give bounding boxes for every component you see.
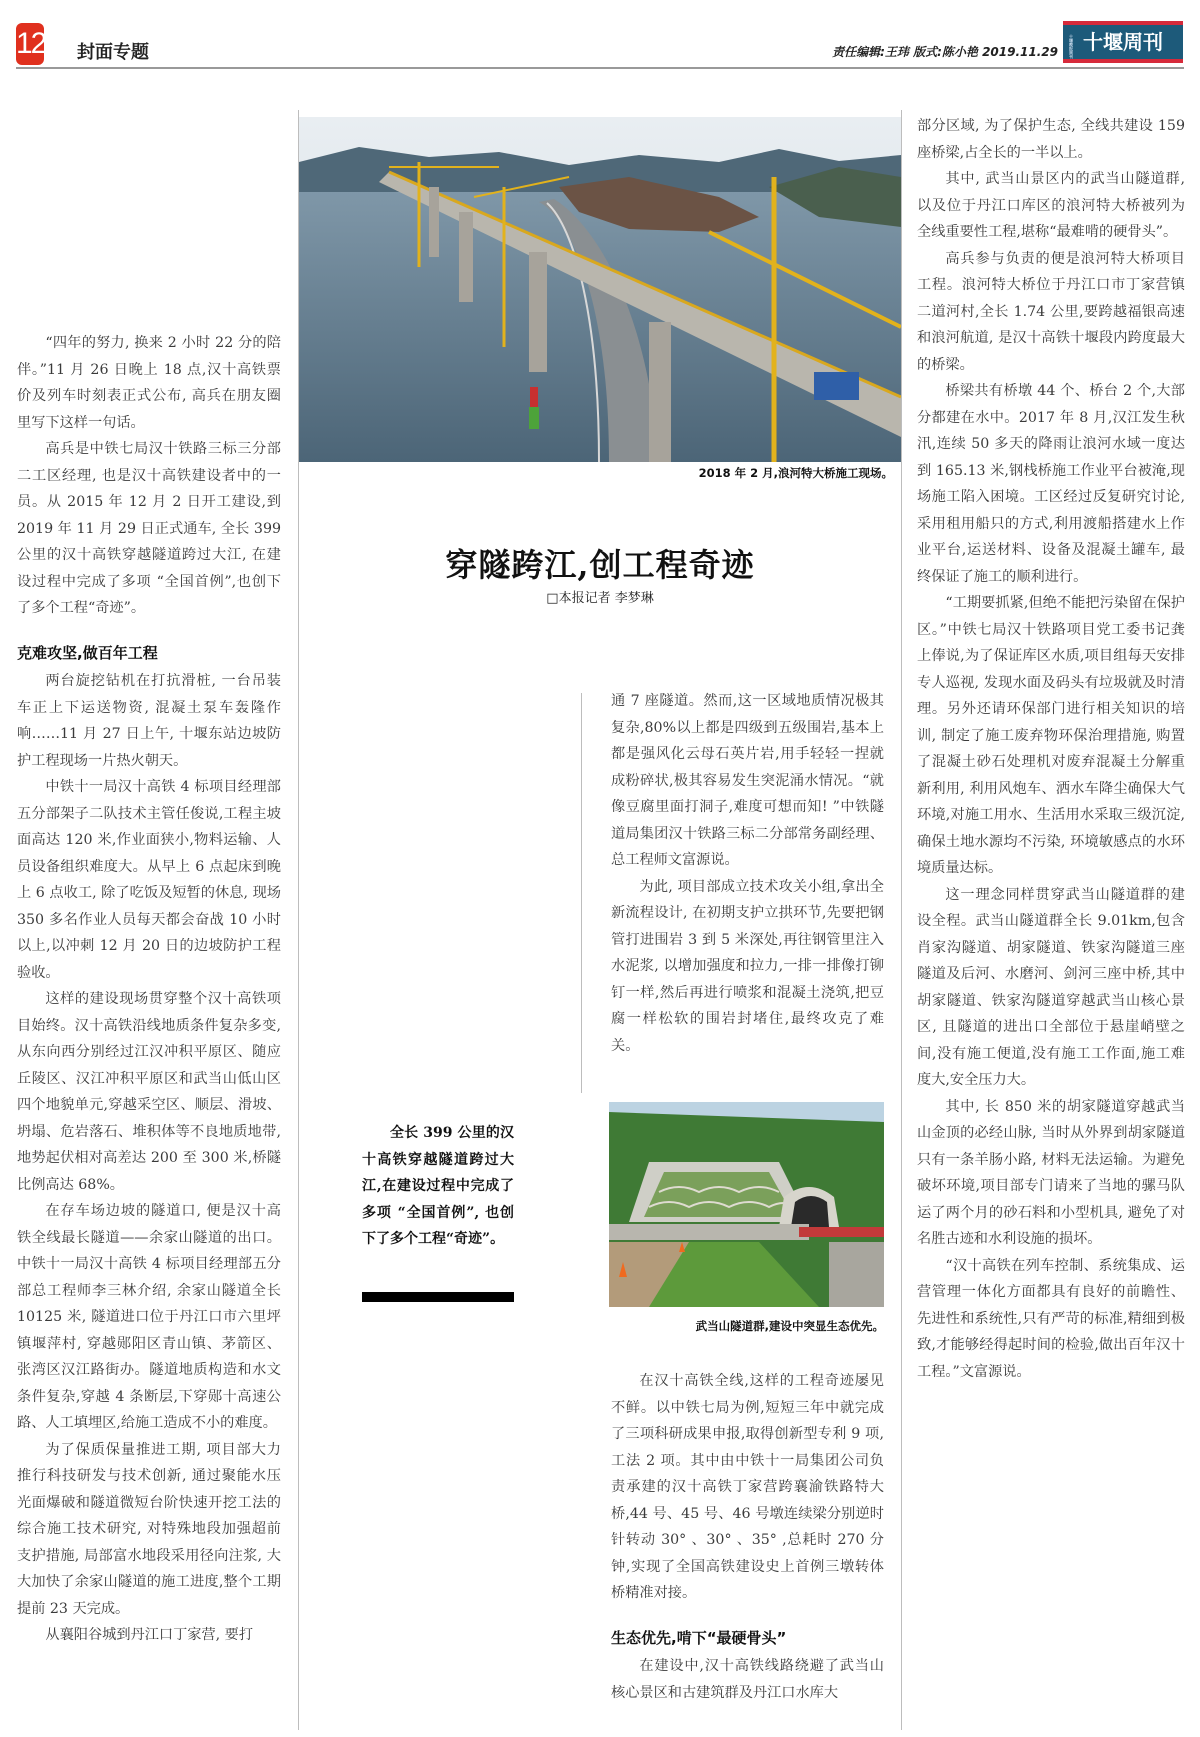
tunnel-portal-photo: [609, 1102, 884, 1307]
editor-credits: 责任编辑:王玮 版式:陈小艳 2019.11.29: [832, 45, 1058, 59]
column-divider-right: [901, 110, 902, 1730]
paragraph: 在建设中,汉十高铁线路绕避了武当山核心景区和古建筑群及丹江口水库大: [611, 1658, 884, 1701]
photo-caption-bridge: 2018 年 2 月,浪河特大桥施工现场。: [698, 466, 893, 480]
paragraph: 从襄阳谷城到丹江口丁家营, 要打: [45, 1627, 254, 1643]
tunnel-portal-illustration: [609, 1102, 884, 1307]
subheading: 生态优先,啃下“最硬骨头”: [611, 1628, 787, 1647]
bridge-construction-illustration: [299, 117, 901, 462]
bridge-construction-photo: [299, 117, 901, 462]
article-column-3: [917, 113, 1185, 1385]
article-column-1: [17, 330, 281, 1649]
paragraph: 在汉十高铁全线,这样的工程奇迹屡见不鲜。以中铁七局为例,短短三年中就完成了三项科研成果申报,取得创新型专利 9 项,工法 2 项。其中由中铁十一局集团公司负责承建的汉十高铁丁家营跨襄渝铁路特大桥,44 号、45 号、46 号墩连续梁分别逆时针转动 30° 、30° 、35° ,总耗时 270 分钟,实现了全国高铁建设史上首例三墩转体桥精准对接。: [611, 1373, 884, 1601]
paragraph: 高兵是中铁七局汉十铁路三标三分部二工区经理, 也是汉十高铁建设者中的一员。从 2015 年 12 月 2 日开工建设,到 2019 年 11 月 29 日正式通车, 全长 399 公里的汉十高铁穿越隧道跨过大江, 在建设过程中完成了多项 “全国首例”,也创下了多个工程“奇迹”。: [17, 441, 281, 616]
paragraph: “四年的努力, 换来 2 小时 22 分的陪伴。”11 月 26 日晚上 18 点,汉十高铁票价及列车时刻表正式公布, 高兵在朋友圈里写下这样一句话。: [17, 335, 281, 431]
masthead-logo: [1063, 21, 1183, 63]
paragraph: “汉十高铁在列车控制、系统集成、运营管理一体化方面都具有良好的前瞻性、先进性和系统性,只有严苛的标准,精细到极致,才能够经得起时间的检验,做出百年汉十工程。”文富源说。: [917, 1257, 1185, 1380]
paragraph: 为此, 项目部成立技术攻关小组,拿出全新流程设计, 在初期支护立拱环节,先要把钢管打进围岩 3 到 5 米深处,再往钢管里注入水泥浆, 以增加强度和拉力,一排一排像打铆钉一样,然后再进行喷浆和混凝土浇筑,把豆腐一样松软的围岩封堵住,最终攻克了难关。: [611, 878, 884, 1054]
paragraph: 通 7 座隧道。然而,这一区域地质情况极其复杂,80%以上都是四级到五级围岩,基本上都是强风化云母石英片岩,用手轻轻一捏就成粉碎状,极其容易发生突泥涌水情况。“就像豆腐里面打洞子,难度可想而知! ”中铁隧道局集团汉十铁路三标二分部常务副经理、总工程师文富源说。: [611, 693, 884, 868]
masthead-tiny-text: 十堰晚报周刊: [1069, 34, 1073, 59]
masthead-title: 十堰周刊: [1083, 30, 1163, 54]
article-column-2-continued: [611, 1368, 884, 1706]
paragraph: 桥梁共有桥墩 44 个、桥台 2 个,大部分都建在水中。2017 年 8 月,汉江发生秋汛,连续 50 多天的降雨让浪河水域一度达到 165.13 米,钢栈桥施工作业平台被淹,现场施工陷入困境。工区经过反复研究讨论,采用租用船只的方式,利用渡船搭建水上作业平台,运送材料、设备及混凝土罐车, 最终保证了施工的顺利进行。: [917, 383, 1185, 585]
pull-quote-text: 全长 399 公里的汉十高铁穿越隧道跨过大江,在建设过程中完成了多项 “全国首例”, 也创下了多个工程“奇迹”。: [362, 1125, 514, 1247]
header-divider: [16, 67, 1184, 69]
pull-quote-bar: [362, 1292, 514, 1302]
article-byline: □本报记者 李梦琳: [546, 591, 654, 606]
section-label: 封面专题: [77, 42, 149, 63]
paragraph: 其中, 武当山景区内的武当山隧道群, 以及位于丹江口库区的浪河特大桥被列为全线重要性工程,堪称“最难啃的硬骨头”。: [917, 171, 1185, 240]
paragraph: 中铁十一局汉十高铁 4 标项目经理部五分部架子二队技术主管任俊说,工程主坡面高达 120 米,作业面狭小,物料运输、人员设备组织难度大。从早上 6 点起床到晚上 6 点收工, 除了吃饭及短暂的休息, 现场 350 多名作业人员每天都会奋战 10 小时以上,以冲刺 12 月 20 日的边坡防护工程验收。: [17, 779, 281, 981]
paragraph: 这一理念同样贯穿武当山隧道群的建设全程。武当山隧道群全长 9.01km,包含肖家沟隧道、胡家隧道、铁家沟隧道三座隧道及后河、水磨河、剑河三座中桥,其中胡家隧道、铁家沟隧道穿越武当山核心景区, 且隧道的进出口全部位于悬崖峭壁之间,没有施工便道,没有施工工作面,施工难度大,安全压力大。: [917, 886, 1185, 1088]
paragraph: 两台旋挖钻机在打抗滑桩, 一台吊装车正上下运送物资, 混凝土泵车轰隆作响……11 月 27 日上午, 十堰东站边坡防护工程现场一片热火朝天。: [17, 673, 281, 769]
paragraph: 部分区域, 为了保护生态, 全线共建设 159 座桥梁,占全长的一半以上。: [917, 118, 1185, 161]
subheading: 克难攻坚,做百年工程: [17, 643, 158, 662]
pull-quote: [362, 1120, 514, 1253]
paragraph: 在存车场边坡的隧道口, 便是汉十高铁全线最长隧道——余家山隧道的出口。中铁十一局汉十高铁 4 标项目经理部五分部总工程师李三林介绍, 余家山隧道全长 10125 米, 隧道进口位于丹江口市六里坪镇堰萍村, 穿越郧阳区青山镇、茅箭区、张湾区汉江路街办。隧道地质构造和水文条件复杂,穿越 4 条断层,下穿郧十高速公路、人工填埋区,给施工造成不小的难度。: [17, 1203, 281, 1431]
photo-caption-tunnel: 武当山隧道群,建设中突显生态优先。: [695, 1319, 884, 1333]
paragraph: 这样的建设现场贯穿整个汉十高铁项目始终。汉十高铁沿线地质条件复杂多变, 从东向西分别经过江汉冲积平原区、随应丘陵区、汉江冲积平原区和武当山低山区四个地貌单元,穿越采空区、顺层、滑坡、坍塌、危岩落石、堆积体等不良地质地带, 地势起伏相对高差达 200 至 300 米,桥隧比例高达 68%。: [17, 991, 281, 1193]
article-column-2: [611, 688, 884, 1059]
page-number-badge: 12: [16, 23, 44, 65]
paragraph: 为了保质保量推进工期, 项目部大力推行科技研发与技术创新, 通过聚能水压光面爆破和隧道微短台阶快速开挖工法的综合施工技术研究, 对特殊地段加强超前支护措施, 局部富水地段采用径向注浆, 大大加快了余家山隧道的施工进度,整个工期提前 23 天完成。: [17, 1441, 281, 1617]
column-divider-mid: [581, 693, 582, 1093]
paragraph: “工期要抓紧,但绝不能把污染留在保护区。”中铁七局汉十铁路项目党工委书记龚上俸说,为了保证库区水质,项目组每天安排专人巡视, 发现水面及码头有垃圾就及时清理。另外还请环保部门进行相关知识的培训, 制定了施工废弃物环保治理措施, 购置了混凝土砂石处理机对废弃混凝土分解重新利用, 利用风炮车、洒水车降尘确保大气环境,对施工用水、生活用水采取三级沉淀,确保土地水源均不污染, 环境敏感点的水环境质量达标。: [917, 595, 1185, 876]
paragraph: 高兵参与负责的便是浪河特大桥项目工程。浪河特大桥位于丹江口市丁家营镇二道河村,全长 1.74 公里,要跨越福银高速和浪河航道, 是汉十高铁十堰段内跨度最大的桥梁。: [917, 250, 1185, 373]
page-header: [0, 0, 1200, 70]
paragraph: 其中, 长 850 米的胡家隧道穿越武当山金顶的必经山脉, 当时从外界到胡家隧道只有一条羊肠小路, 材料无法运输。为避免破坏环境,项目部专门请来了当地的骡马队运了两个月的砂石料和小型机具, 避免了对名胜古迹和水利设施的损坏。: [917, 1098, 1185, 1247]
article-title: 穿隧跨江,创工程奇迹: [445, 546, 755, 584]
